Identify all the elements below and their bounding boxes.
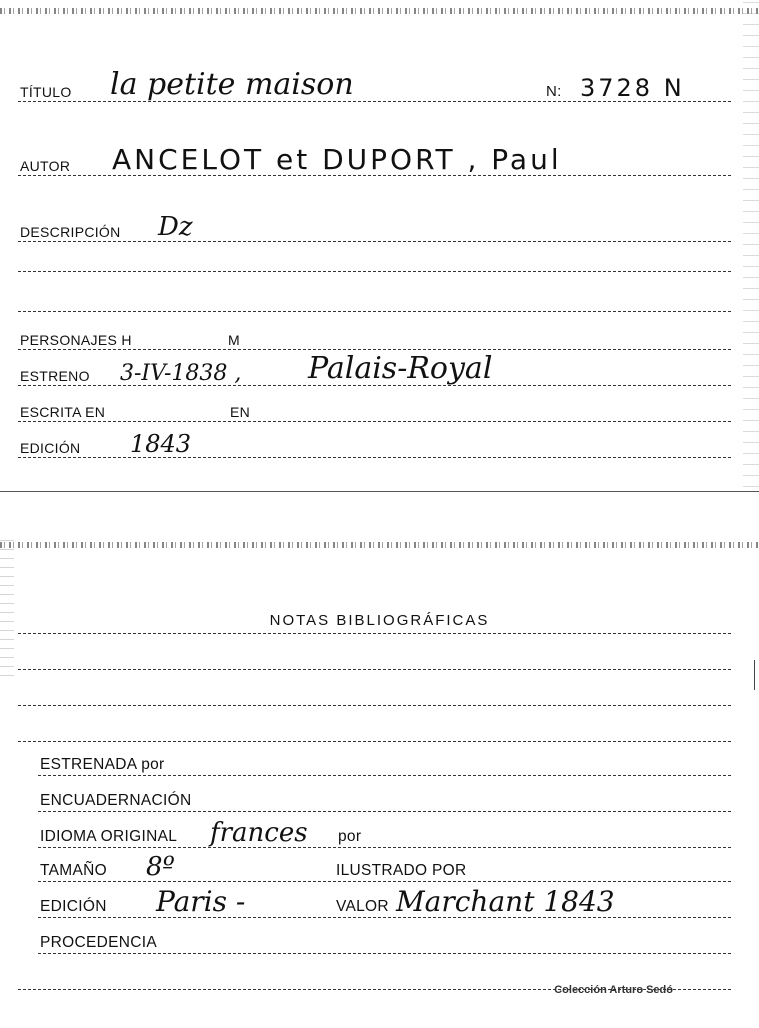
scan-edge [0, 8, 759, 14]
titulo-value: la petite maison [110, 67, 354, 102]
descripcion-value: Dz [158, 212, 193, 242]
valor-label: VALOR [336, 898, 389, 915]
row-estrenada [38, 736, 731, 776]
row-edicion-2 [38, 878, 731, 918]
scan-edge [0, 542, 759, 548]
row-personajes [18, 310, 731, 350]
idioma-por-label: por [338, 828, 362, 845]
escrita-en-label: EN [230, 404, 251, 420]
ilustrado-label: ILUSTRADO POR [336, 862, 467, 879]
row-notes-blank-1 [18, 630, 731, 670]
tamano-value: 8º [146, 852, 175, 882]
estreno-date: 3-IV-1838 , [120, 361, 242, 386]
estrenada-label: ESTRENADA por [40, 756, 165, 773]
row-notes-title-line [18, 594, 731, 634]
estreno-label: ESTRENO [20, 368, 90, 384]
row-notes-blank-2 [18, 666, 731, 706]
scan-edge-left [0, 540, 14, 680]
row-edicion [18, 418, 731, 458]
row-procedencia [38, 914, 731, 954]
row-blank-2 [18, 272, 731, 312]
row-escrita [18, 382, 731, 422]
row-titulo [18, 62, 731, 102]
notes-box-edge [754, 660, 755, 690]
notes-title: NOTAS BIBLIOGRÁFICAS [269, 612, 490, 629]
tamano-label: TAMAÑO [40, 862, 107, 879]
procedencia-label: PROCEDENCIA [40, 934, 157, 951]
escrita-label: ESCRITA EN [20, 404, 106, 420]
estreno-place: Palais-Royal [308, 351, 493, 386]
row-tamano [38, 842, 731, 882]
encuadernacion-label: ENCUADERNACIÓN [40, 792, 192, 809]
numero-value: 3728 N [580, 74, 685, 102]
card-separator [0, 491, 759, 492]
catalog-card-main [0, 0, 759, 492]
personajes-m-label: M [228, 332, 240, 348]
scan-edge-right [743, 0, 759, 492]
edicion-2-label: EDICIÓN [40, 898, 107, 915]
idioma-value: frances [210, 818, 308, 848]
edicion-label: EDICIÓN [20, 440, 81, 456]
autor-value: ANCELOT et DUPORT , Paul [112, 143, 562, 176]
idioma-label: IDIOMA ORIGINAL [40, 828, 178, 845]
collection-credit: Colección Arturo Sedó [554, 984, 673, 996]
descripcion-label: DESCRIPCIÓN [20, 224, 121, 240]
row-encuadernacion [38, 772, 731, 812]
titulo-label: TÍTULO [20, 84, 72, 100]
catalog-card-notes [0, 540, 759, 1028]
edicion-2-value: Paris - [156, 885, 246, 918]
row-blank-1 [18, 232, 731, 272]
autor-label: AUTOR [20, 158, 71, 174]
personajes-label: PERSONAJES H [20, 332, 132, 348]
valor-value: Marchant 1843 [396, 885, 615, 918]
numero-label: N: [546, 83, 562, 100]
row-estreno [18, 346, 731, 386]
row-autor [18, 136, 731, 176]
edicion-value: 1843 [130, 430, 192, 458]
